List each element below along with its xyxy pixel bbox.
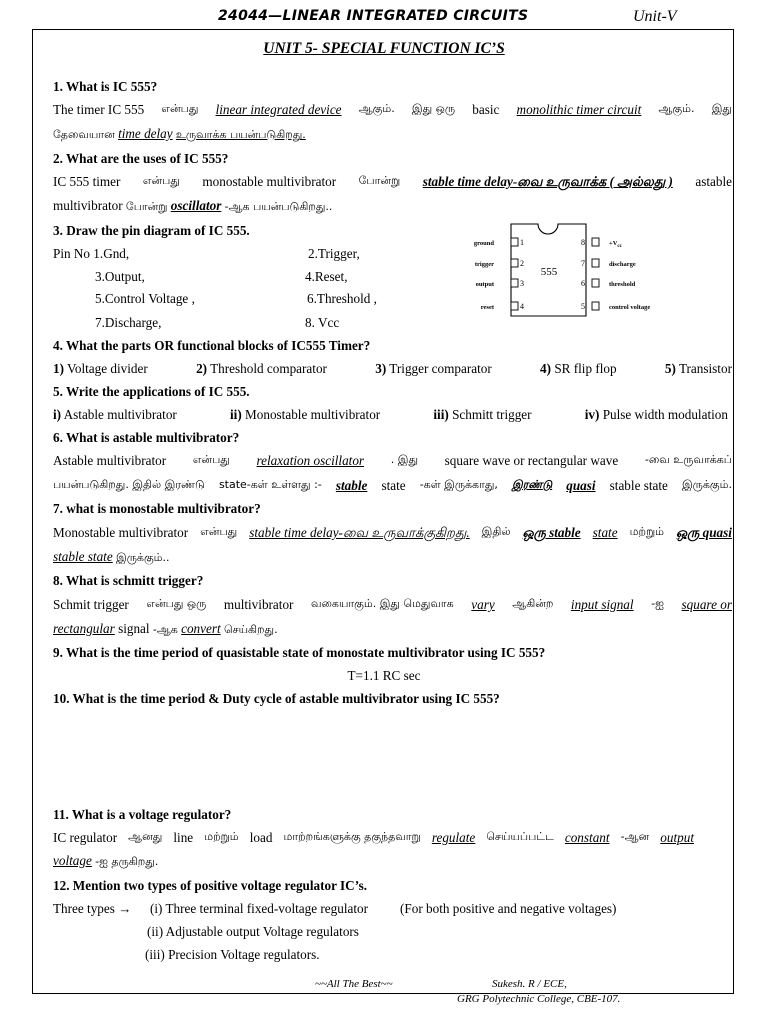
item-text: Transistor (675, 361, 732, 376)
answer-6-line-1 (53, 453, 732, 469)
item-number: iv) (584, 407, 600, 422)
text: மற்றும் (204, 830, 239, 843)
text: state (381, 478, 406, 493)
item-text: Trigger comparator (386, 361, 492, 376)
text: stable time delay-வை உருவாக்க ( அல்லது ) (422, 174, 673, 189)
text: Three types (53, 901, 115, 916)
text: -ஆக பயன்படுகிறது.. (224, 200, 333, 213)
answer-6-line-2 (53, 478, 732, 494)
pin-item: 8. Vcc (305, 315, 340, 330)
item-text: SR flip flop (551, 361, 617, 376)
text: oscillator (170, 198, 222, 213)
list-item (53, 361, 148, 377)
text: -ஐ (651, 597, 664, 610)
item-number: 1) (53, 361, 64, 376)
answer-11-line-1 (53, 830, 694, 846)
pin-label: control voltage (609, 304, 651, 311)
text: stable time delay-வை உருவாக்குகிறது. (249, 525, 470, 540)
arrow-icon: → (118, 901, 132, 916)
question-9: 9. What is the time period of quasistable state of monostate multivibrator using IC 555? (53, 645, 546, 660)
text: இருக்கும்.. (116, 551, 170, 564)
pin-label: ground (473, 240, 494, 247)
pin-stub (592, 279, 599, 287)
text: Astable multivibrator (53, 453, 167, 468)
text: stable (335, 478, 368, 493)
text: input signal (570, 597, 634, 612)
footer-author: Sukesh. R / ECE, (492, 978, 567, 990)
answer-11-line-2 (53, 853, 158, 870)
pin-stub (511, 238, 518, 246)
text: stable state (53, 549, 113, 564)
text: multivibrator (223, 597, 294, 612)
pin-number: 1 (520, 238, 524, 247)
text: மற்றும் (629, 525, 664, 538)
list-item (196, 361, 327, 377)
pin-label: trigger (474, 261, 494, 268)
course-title: 24044—LINEAR INTEGRATED CIRCUITS (218, 8, 529, 24)
text: பயன்படுகிறது. இதில் இரண்டு (53, 478, 205, 491)
pin-item: Pin No 1.Gnd, (53, 246, 130, 261)
pin-stub (511, 259, 518, 267)
text: monolithic timer circuit (516, 102, 642, 117)
text: linear integrated device (215, 102, 342, 117)
list-item (585, 407, 728, 423)
text: IC regulator (53, 830, 118, 845)
page-header (0, 8, 768, 30)
pin-item: 4.Reset, (305, 269, 348, 284)
text: state (592, 525, 618, 540)
list-item (53, 407, 177, 423)
item-number: 3) (375, 361, 387, 376)
question-8: 8. What is schmitt trigger? (53, 573, 204, 588)
right-pins (581, 238, 650, 311)
item-text: Voltage divider (64, 361, 148, 376)
text: செய்யப்பட்ட (486, 830, 554, 843)
text: என்பது (161, 102, 199, 115)
text: இது (711, 102, 732, 115)
text: time delay (118, 126, 173, 141)
answer-12-item: (i) Three terminal fixed-voltage regulator (150, 901, 368, 916)
text: ஆகும். (658, 102, 695, 115)
question-7: 7. what is monostable multivibrator? (53, 501, 261, 516)
text: voltage (53, 853, 92, 868)
item-number: i) (53, 407, 62, 422)
unit-label: Unit-V (633, 8, 677, 25)
item-number: iii) (433, 407, 449, 422)
answer-8-line-1 (53, 597, 732, 613)
text: ஒரு quasi (676, 525, 732, 540)
pin-number: 8 (581, 238, 585, 247)
pin-item: 6.Threshold , (307, 291, 377, 306)
item-text: Astable multivibrator (61, 407, 177, 422)
answer-12-note: (For both positive and negative voltages) (400, 901, 617, 916)
text: என்பது (200, 525, 238, 538)
footer-best-wishes: ~~All The Best~~ (315, 978, 393, 990)
text: -ஆக (152, 623, 178, 636)
text: . இது (390, 453, 418, 466)
item-text: Threshold comparator (207, 361, 327, 376)
unit-title: UNIT 5- SPECIAL FUNCTION IC’S (263, 40, 505, 57)
text: போன்று (125, 200, 168, 213)
text: relaxation oscillator (256, 453, 365, 468)
text: vary (471, 597, 495, 612)
question-10: 10. What is the time period & Duty cycle of astable multivibrator using IC 555? (53, 691, 500, 706)
text: தேவையான (53, 128, 115, 141)
pin-label: output (475, 281, 494, 288)
ic555-pin-diagram (463, 220, 673, 320)
text: என்பது ஒரு (146, 597, 207, 610)
question-1: 1. What is IC 555? (53, 79, 158, 94)
item-number: 2) (196, 361, 208, 376)
question-5: 5. Write the applications of IC 555. (53, 384, 250, 399)
text: load (249, 830, 273, 845)
text: -வை உருவாக்கப் (644, 453, 732, 466)
answer-12-lead (53, 901, 131, 917)
left-pins (474, 238, 524, 311)
text: monostable multivibrator (202, 174, 337, 189)
answer-12-item: (iii) Precision Voltage regulators. (145, 947, 320, 962)
text: மாற்றங்களுக்கு தகுந்தவாறு (283, 830, 421, 843)
pin-label: reset (480, 304, 494, 311)
pin-item: 5.Control Voltage , (95, 291, 195, 306)
question-4: 4. What the parts OR functional blocks of IC555 Timer? (53, 338, 371, 353)
text: output (660, 830, 694, 845)
list-item (665, 361, 732, 377)
answer-2-line-1 (53, 174, 732, 191)
text: signal (118, 621, 150, 636)
pin-number: 4 (520, 302, 524, 311)
text: இது ஒரு (411, 102, 456, 115)
text: இரண்டு (511, 478, 553, 491)
text: constant (564, 830, 610, 845)
list-item (375, 361, 491, 377)
item-number: ii) (230, 407, 242, 422)
text: rectangular (53, 621, 115, 636)
pin-label: threshold (609, 281, 636, 288)
pin-item: 3.Output, (95, 269, 145, 284)
text: ஒரு stable (522, 525, 581, 540)
list-item (540, 361, 617, 377)
question-2: 2. What are the uses of IC 555? (53, 151, 229, 166)
text: ஆனது (128, 830, 163, 843)
pin-number: 7 (581, 259, 585, 268)
pin-stub (592, 238, 599, 246)
answer-5-list (53, 407, 728, 423)
item-text: Monostable multivibrator (241, 407, 381, 422)
item-text: Schmitt trigger (448, 407, 532, 422)
text: Schmit trigger (53, 597, 129, 612)
pin-stub (592, 302, 599, 310)
question-12: 12. Mention two types of positive voltage regulator IC’s. (53, 878, 368, 893)
text: போன்று (358, 174, 401, 187)
text: line (173, 830, 194, 845)
text: convert (181, 621, 221, 636)
answer-8-line-2 (53, 621, 278, 638)
question-3: 3. Draw the pin diagram of IC 555. (53, 223, 250, 238)
pin-item: 2.Trigger, (308, 246, 360, 261)
text: stable state (609, 478, 668, 493)
text: quasi (566, 478, 596, 493)
list-item (230, 407, 380, 423)
text: இதில் (481, 525, 511, 538)
answer-9: T=1.1 RC sec (347, 668, 421, 683)
item-number: 5) (664, 361, 676, 376)
text: ஆகும். (358, 102, 395, 115)
item-number: 4) (540, 361, 552, 376)
text: Monostable multivibrator (53, 525, 189, 540)
pin-number: 2 (520, 259, 524, 268)
text: basic (472, 102, 500, 117)
list-item (433, 407, 531, 423)
answer-1-line-1 (53, 102, 732, 118)
answer-7-line-2 (53, 549, 170, 566)
text: வகையாகும். இது மெதுவாக (311, 597, 454, 610)
pin-number: 5 (581, 302, 585, 311)
pin-stub (511, 279, 518, 287)
text: IC 555 timer (53, 174, 121, 189)
answer-4-list (53, 361, 732, 377)
answer-2-line-2 (53, 198, 332, 215)
text: என்பது (192, 453, 230, 466)
text: square wave or rectangular wave (444, 453, 619, 468)
footer-college: GRG Polytechnic College, CBE-107. (457, 993, 621, 1005)
pin-item: 7.Discharge, (95, 315, 162, 330)
answer-12-item: (ii) Adjustable output Voltage regulators (147, 924, 359, 939)
question-6: 6. What is astable multivibrator? (53, 430, 240, 445)
text: square or (681, 597, 732, 612)
text: இருக்கும். (681, 478, 732, 491)
text: ஆகின்ற (512, 597, 554, 610)
pin-stub (511, 302, 518, 310)
pin-number: 6 (581, 279, 585, 288)
pin-stub (592, 259, 599, 267)
text: The timer IC 555 (53, 102, 145, 117)
text: state-கள் உள்ளது :- (218, 478, 322, 491)
text: -கள் இருக்காது, (419, 478, 498, 491)
chip-label: 555 (540, 266, 558, 278)
answer-7-line-1 (53, 525, 732, 542)
text: multivibrator (53, 198, 123, 213)
text: -ஐ தருகிறது. (95, 855, 159, 868)
pin-label: $+V_{cc}$ (609, 240, 622, 249)
question-11: 11. What is a voltage regulator? (53, 807, 232, 822)
text: செய்கிறது. (223, 623, 278, 636)
text: உருவாக்க பயன்படுகிறது. (175, 128, 306, 141)
pin-number: 3 (520, 279, 524, 288)
text: astable (695, 174, 732, 189)
pin-label-subscript: cc (617, 244, 622, 249)
text: regulate (431, 830, 476, 845)
answer-1-line-2 (53, 126, 306, 143)
item-text: Pulse width modulation (599, 407, 728, 422)
text: என்பது (142, 174, 180, 187)
pin-label: discharge (609, 261, 636, 268)
text: -ஆன (620, 830, 650, 843)
